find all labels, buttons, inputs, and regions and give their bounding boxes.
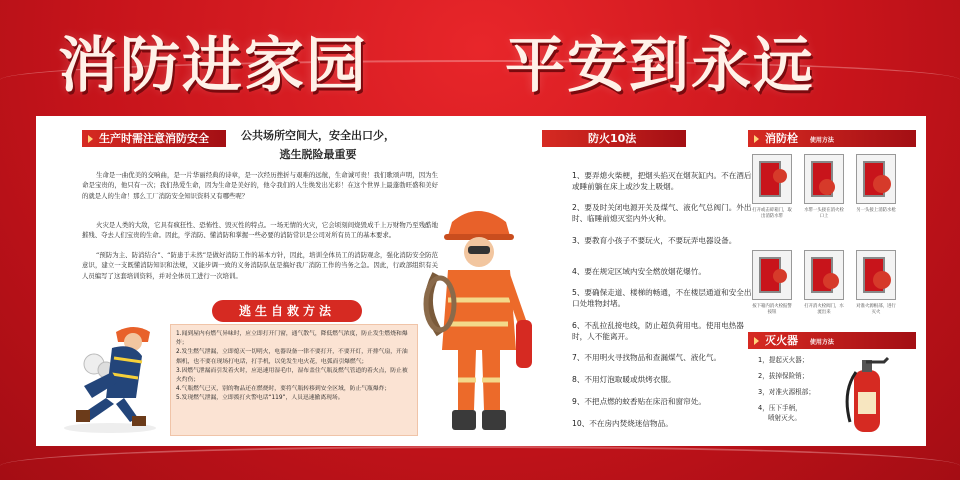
rule-item: 1、要弄熄火柴梗，把烟头掐灭在烟灰缸内。不在酒后或睡前躺在床上或沙发上吸烟。 — [572, 171, 752, 191]
rule-item: 5、要确保走道、楼梯的畅通，不在楼层通道和安全出口处堆物封堵。 — [572, 288, 752, 308]
paragraph-fire: 火灾是人类的大敌，它具有疯狂性、恐怖性、毁灭性的特点。一场无情的火灾，它会顷刻间烧毁成千上万财物乃至残酷地摧残、夺去人们宝贵的生命。因此，学消防、懂消防和掌握一些必要的消防常识是公司对所有员工的基本要求。 — [82, 221, 438, 240]
section-header-hydrant: 消防栓 使用方法 — [748, 130, 916, 147]
rule-item: 3、要教育小孩子不要玩火，不要玩弄电器设备。 — [572, 236, 737, 245]
escape-methods-box — [170, 324, 418, 436]
escape-methods-badge: 逃生自救方法 — [212, 300, 362, 322]
hydrant-step-image — [856, 250, 896, 300]
crawling-firefighter-illustration — [54, 304, 166, 436]
subtitle-line1: 公共场所空间大，安全出口少， — [241, 129, 395, 142]
hydrant-caption: 另一头接上消防水枪 — [856, 208, 896, 213]
extinguisher-step: 4，压下手柄， — [758, 404, 802, 412]
hydrant-caption: 打开或击碎箱门，取出消防水带 — [752, 208, 792, 219]
rule-item: 7、不用明火寻找物品和查漏煤气、液化气。 — [572, 353, 722, 362]
extinguisher-step: 喷射灭火。 — [768, 414, 801, 422]
hydrant-step-image — [856, 154, 896, 204]
escape-item: 2.发生燃气泄漏，立即熄灭一切明火，电器设备一律不要打开，不要开灯，开排气扇，开油烟机，也不要在现场打电话，打手机，以免发生电火花，电弧而引爆燃气； — [176, 349, 408, 365]
escape-item: 4.气瓶燃气已灭，别的物品还在燃烧时，要将气瓶转移到安全区域，防止气瓶爆炸； — [176, 386, 391, 393]
extinguisher-step: 1，提起灭火器； — [758, 356, 809, 364]
hydrant-step-image — [804, 154, 844, 204]
paragraph-life: 生命是一曲优美的交响曲，是一片华丽经典的诗章，是一次经历挫折与艰难的远航，生命诚可贵！我们歌颂声明，因为生命是宝贵的，他只有一次；我们热爱生命，因为生命是美好的，他令我们的人生焕发出光彩！在这个世界上最蓬勃旺盛和美好的就是人的生命！那么工厂消防安全知识资料又有哪些呢？ — [82, 171, 438, 200]
hydrant-caption: 对准火源根部，进行灭火 — [856, 304, 896, 315]
extinguisher-step: 3，对准火源根部； — [758, 388, 815, 396]
standing-firefighter-illustration — [418, 204, 540, 440]
subtitle-line2: 逃生脱险最重要 — [279, 148, 357, 161]
hydrant-step-image — [804, 250, 844, 300]
decor-wave — [0, 446, 960, 480]
paragraph-policy: “预防为主、防消结合”、“防患于未然”是做好消防工作的基本方针，因此，培训全体员工的消防观念，强化消防安全防范意识，建立一支既懂消防知识和法规，又能步调一致的义务消防队伍是搞好我厂消防工作的当务之急。因此，行政部组织有关人员编写了这套培训资料，并对全体员工进行一次培训。 — [82, 251, 438, 280]
fire-extinguisher-icon — [836, 352, 896, 438]
hydrant-step-image — [752, 250, 792, 300]
hydrant-caption: 打开消火栓阀门，水流出来 — [804, 304, 844, 315]
section-header-fire-rules: 防火10法 — [542, 130, 686, 147]
escape-item: 3.因燃气泄漏而引发着火时，应迅速用湿毛巾，湿布盖住气瓶及燃气管道的着火点，防止被火灼伤； — [176, 367, 408, 384]
rule-item: 6、不乱拉乱接电线，防止超负荷用电。使用电热器时，人不能离开。 — [572, 321, 744, 341]
rule-item: 10、不在房内焚烧迷信物品。 — [572, 419, 673, 428]
escape-item: 5.发现燃气泄漏，立即拨打火警电话“119”，人员迅速撤离现场。 — [176, 395, 344, 402]
hydrant-caption: 水带一头接在消火栓口上 — [804, 208, 844, 219]
section-header-extinguisher: 灭火器 使用方法 — [748, 332, 916, 349]
banner-title-left: 消防进家园 — [58, 31, 368, 101]
rule-item: 9、不把点燃的蚊香贴在床沿和窗帘处。 — [572, 397, 706, 406]
escape-item: 1.闻到屋内有燃气异味时，应立即打开门窗，通气散气，降低燃气浓度，防止发生燃烧和爆炸； — [176, 331, 408, 347]
rule-item: 4、要在规定区域内安全燃放烟花爆竹。 — [572, 267, 706, 276]
hydrant-step-image — [752, 154, 792, 204]
hydrant-caption: 按下箱内消火栓报警按钮 — [752, 304, 792, 315]
content-panel — [36, 116, 926, 446]
banner-title-right: 平安到永远 — [505, 31, 815, 101]
rule-item: 2、要及时关闭电源开关及煤气、液化气总阀门。外出时、临睡前熄灭室内外火种。 — [572, 203, 752, 223]
extinguisher-step: 2，拔掉保险销； — [758, 372, 809, 380]
rule-item: 8、不用灯泡取暖或烘烤衣服。 — [572, 375, 676, 384]
section-header-production: 生产时需注意消防安全 — [82, 130, 226, 147]
